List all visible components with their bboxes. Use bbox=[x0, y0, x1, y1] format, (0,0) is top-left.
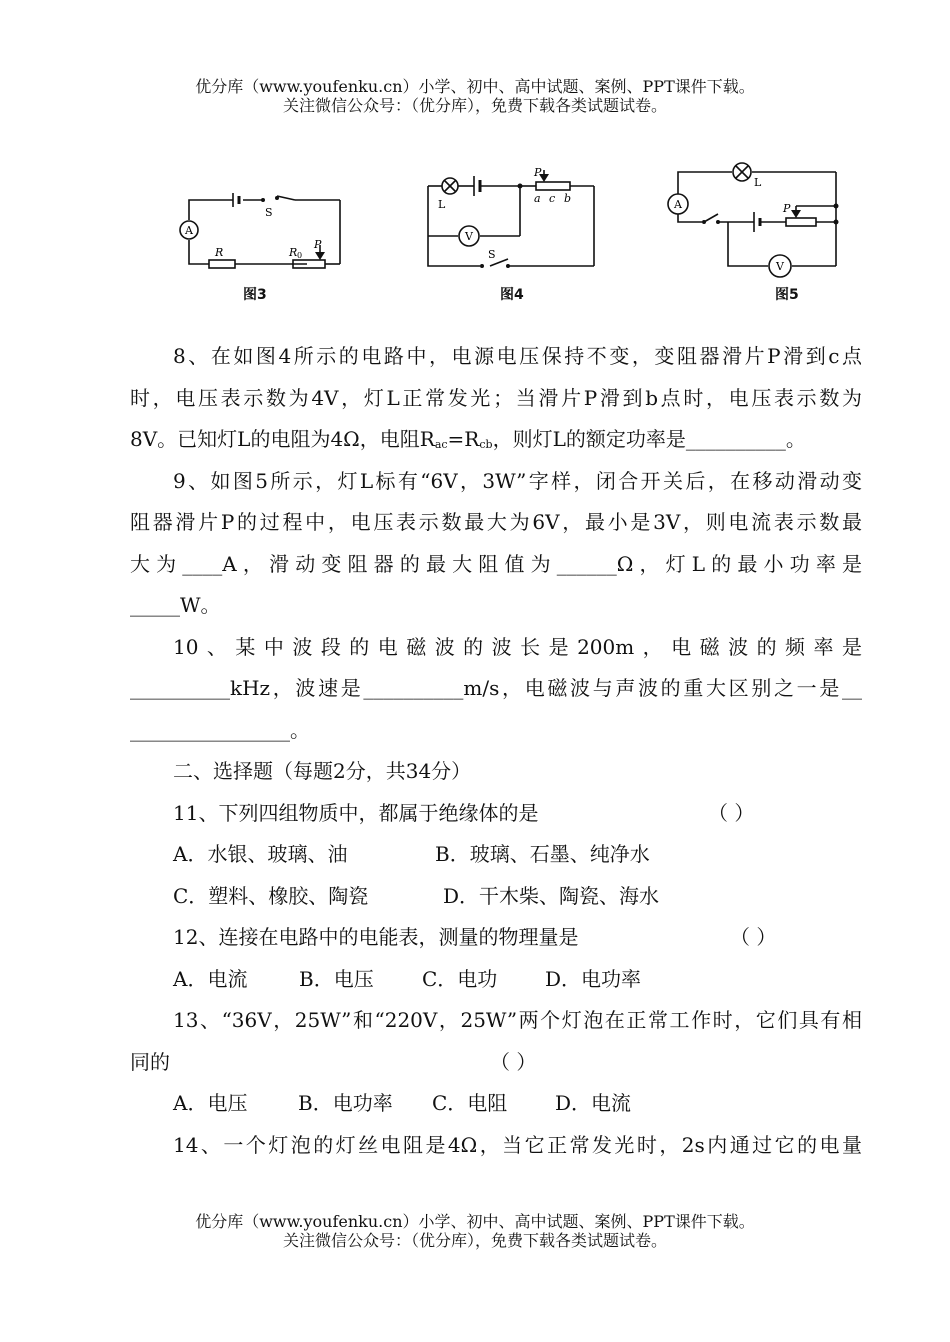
fig3-resistor-label: R bbox=[215, 246, 224, 259]
figure-5-caption: 图5 bbox=[775, 287, 799, 303]
section-2-title: 二、选择题（每题2分，共34分） bbox=[173, 759, 472, 783]
q8-line-3-part-b: =R bbox=[447, 427, 480, 451]
q8-subscript-ac: ac bbox=[434, 438, 448, 451]
q8-line-3-part-a: 8V。已知灯L的电阻为4Ω，电阻R bbox=[130, 427, 435, 451]
fig5-ammeter-label: A bbox=[674, 198, 682, 211]
q13-line-1: 13、“36V，25W”和“220V，25W”两个灯泡在正常工作时，它们具有相 bbox=[173, 1008, 862, 1032]
fig3-switch-label: S bbox=[265, 206, 273, 219]
question-11 bbox=[130, 793, 862, 918]
q8-line-3-part-c: ，则灯L的额定功率是__________。 bbox=[492, 427, 806, 451]
q8-line-1: 8、在如图4所示的电路中，电源电压保持不变，变阻器滑片P滑到c点 bbox=[173, 344, 862, 368]
q12-stem: 12、连接在电路中的电能表，测量的物理量是 bbox=[173, 925, 579, 949]
q11-option-a: A．水银、玻璃、油 bbox=[173, 842, 348, 866]
q10-line-1: 10、某中波段的电磁波的波长是200m，电磁波的频率是 bbox=[173, 634, 862, 659]
question-14 bbox=[130, 1125, 862, 1167]
page-footer bbox=[0, 1212, 950, 1250]
q11-option-c: C．塑料、橡胶、陶瓷 bbox=[173, 883, 369, 908]
q13-option-d: D．电流 bbox=[555, 1091, 632, 1115]
fig4-lamp-label: L bbox=[438, 198, 446, 211]
fig4-switch-label: S bbox=[488, 248, 496, 261]
q9-line-2: 阻器滑片P的过程中，电压表示数最大为6V，最小是3V，则电流表示数最 bbox=[130, 510, 862, 534]
question-10 bbox=[130, 627, 862, 752]
circuit-figures bbox=[0, 160, 950, 310]
q13-answer-paren: （ ） bbox=[490, 1049, 537, 1074]
q12-option-a: A．电流 bbox=[173, 966, 248, 991]
fig5-voltmeter-label: V bbox=[776, 260, 784, 273]
question-8 bbox=[130, 336, 862, 461]
fig4-slider-label: P bbox=[534, 166, 542, 179]
q12-options-row bbox=[130, 959, 862, 1001]
figure-5-circuit-diagram bbox=[662, 160, 847, 272]
fig3-ammeter-label: A bbox=[185, 224, 193, 237]
fig3-slider-label: P bbox=[314, 238, 322, 251]
q8-line-2: 时，电压表示数为4V，灯L正常发光；当滑片P滑到b点时，电压表示数为 bbox=[130, 385, 862, 410]
q8-line-3 bbox=[130, 419, 862, 461]
fig3-rheostat-subscript: 0 bbox=[297, 251, 303, 260]
fig3-rheostat-label: R bbox=[289, 246, 298, 259]
figure-3-caption: 图3 bbox=[243, 287, 267, 303]
footer-line-2: 关注微信公众号：（优分库），免费下载各类试题试卷。 bbox=[282, 1231, 667, 1250]
q13-stem-end: 同的 bbox=[130, 1049, 170, 1074]
fig4-point-a-label: a bbox=[534, 192, 541, 205]
question-9 bbox=[130, 461, 862, 627]
header-line-1: 优分库（www.youfenku.cn）小学、初中、高中试题、案例、PPT课件下载。 bbox=[195, 77, 755, 96]
footer-line-1: 优分库（www.youfenku.cn）小学、初中、高中试题、案例、PPT课件下载。 bbox=[195, 1212, 755, 1231]
q11-option-b: B．玻璃、石墨、纯净水 bbox=[435, 842, 650, 866]
page-header bbox=[0, 77, 950, 115]
q12-option-d: D．电功率 bbox=[545, 966, 642, 991]
q11-options-row-2 bbox=[130, 876, 862, 918]
figure-4-caption: 图4 bbox=[500, 287, 524, 303]
q12-option-c: C．电功 bbox=[422, 966, 498, 991]
q12-answer-paren: （ ） bbox=[730, 925, 777, 949]
fig5-slider-label: P bbox=[783, 202, 791, 215]
fig5-lamp-label: L bbox=[754, 176, 762, 189]
q13-option-b: B．电功率 bbox=[298, 1091, 393, 1115]
q11-stem-line bbox=[130, 793, 862, 835]
q11-options-row-1 bbox=[130, 834, 862, 876]
q11-answer-paren: （ ） bbox=[708, 800, 755, 825]
q10-line-3: ________________。 bbox=[130, 717, 310, 742]
question-12 bbox=[130, 917, 862, 1000]
q12-stem-line bbox=[130, 917, 862, 959]
q13-options-row bbox=[130, 1083, 862, 1125]
figure-4-circuit-diagram bbox=[420, 162, 600, 270]
fig4-point-b-label: b bbox=[564, 192, 572, 205]
q9-line-1: 9、如图5所示，灯L标有“6V，3W”字样，闭合开关后，在移动滑动变 bbox=[173, 468, 862, 493]
q13-option-a: A．电压 bbox=[173, 1091, 248, 1115]
header-line-2: 关注微信公众号：（优分库），免费下载各类试题试卷。 bbox=[282, 96, 667, 115]
q12-option-b: B．电压 bbox=[299, 966, 374, 991]
question-13 bbox=[130, 1000, 862, 1125]
exam-content bbox=[130, 336, 862, 1166]
q11-option-d: D．干木柴、陶瓷、海水 bbox=[443, 883, 660, 908]
q14-line-1: 14、一个灯泡的灯丝电阻是4Ω，当它正常发光时，2s内通过它的电量 bbox=[173, 1132, 862, 1157]
q13-option-c: C．电阻 bbox=[432, 1091, 508, 1115]
figure-3-circuit-diagram bbox=[175, 190, 355, 270]
q9-line-3: 大为____A，滑动变阻器的最大阻值为______Ω，灯L的最小功率是 bbox=[130, 551, 862, 576]
q10-line-2: __________kHz，波速是__________m/s，电磁波与声波的重大区别之一是__ bbox=[130, 676, 862, 700]
q13-line-2 bbox=[130, 1042, 862, 1084]
fig4-voltmeter-label: V bbox=[465, 230, 473, 243]
q9-line-4: _____W。 bbox=[130, 593, 221, 617]
q8-subscript-cb: cb bbox=[479, 438, 493, 451]
fig4-point-c-label: c bbox=[549, 192, 556, 205]
q11-stem: 11、下列四组物质中，都属于绝缘体的是 bbox=[173, 800, 539, 825]
